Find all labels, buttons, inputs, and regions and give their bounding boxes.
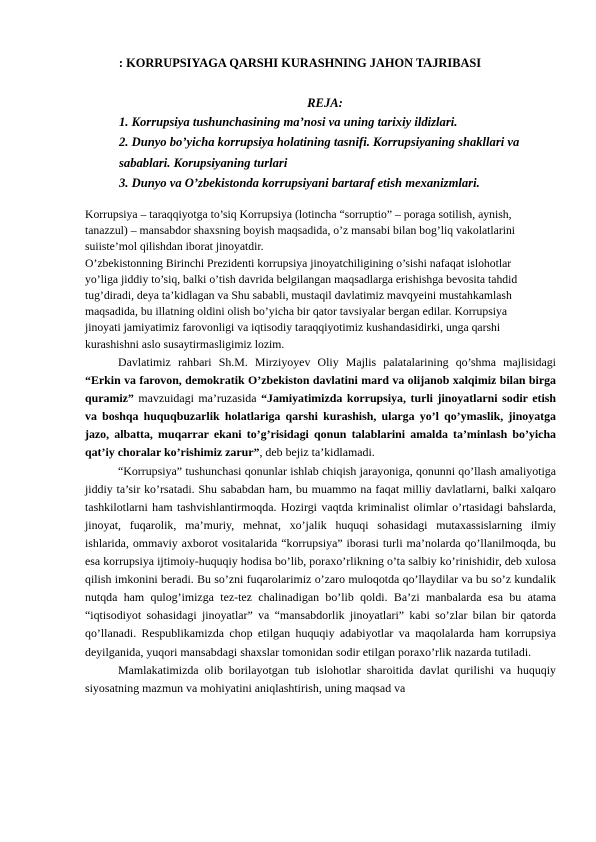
speech-title-quote: “Erkin va farovon, demokratik O’zbekiston davlatini mard va olijanob xalqimiz bilan birga quramiz” <box>85 373 556 406</box>
body-section <box>85 353 556 697</box>
paragraph-text: Davlatimiz rahbari Sh.M. Mirziyoyev Oliy Majlis palatalarining qo’shma majlisidagi <box>118 355 556 369</box>
plan-heading: REJA: <box>307 96 343 110</box>
plan-item: 1. Korrupsiya tushunchasining ma’nosi va uning tarixiy ildizlari. <box>119 115 458 129</box>
intro-paragraph: O’zbekistonning Birinchi Prezidenti korrupsiya jinoyatchiligining o’sishi nafaqat islohotlar yo’liga jiddiy to’siq, balki o’tish davrida belgilangan maqsadlarga erishishga bevosita tahdid tug’diradi, deya ta’kidlagan va Shu sababli, mustaqil davlatimiz mavqyeini mustahkamlash maqsadida, bu illatning oldini olish bo’yicha bir qator tavsiyalar bergan edilar. Korrupsiya jinoyati jamiyatimiz farovonligi va iqtisodiy taraqqiyotimiz kushandasidirki, unga qarshi kurashishni aslo susaytirmasligimiz lozim. <box>85 256 518 351</box>
body-paragraph-korrupsiya: “Korrupsiya” tushunchasi qonunlar ishlab chiqish jarayoniga, qonunni qo’llash amaliyotiga jiddiy ta’sir ko’rsatadi. Shu sababdan ham, bu muammo na faqat milliy davlatlarni, balki xalqaro tashkilotlarni ham tashvishlantirmoqda. Hozirgi vaqtda kriminalist olimlar o’rtasidagi bahslarda, jinoyat, fuqarolik, ma’muriy, mehnat, xo’jalik huquqi sohasidagi mutaxassislarning ilmiy ishlarida, ommaviy axborot vositalarida “korrupsiya” iborasi turli ma’nolarda qo’llanilmoqda, bu esa korrupsiya ijtimoiy-huquqiy hodisa bo’lib, poraxo’rlikning o’ta salbiy ko’rinishidir, deb xulosa qilish imkonini beradi. Bu so’zni fuqarolarimiz o’zaro muloqotda qo’llaydilar va bu so’z kundalik nutqda ham qulog’imizga tez-tez chalinadigan bo’lib qoldi. Ba’zi manbalarda esa bu atama “iqtisodiyot sohasidagi jinoyatlar” va “mansabdorlik jinoyatlari” kabi so’zlar bilan bir qatorda qo’llanadi. Respublikamizda chop etilgan huquqiy adabiyotlar va maqolalarda ham korrupsiya deyilganida, yuqori mansabdagi shaxslar tomonidan sodir etilgan poraxo’rlik nazarda tutiladi. <box>85 463 556 659</box>
intro-paragraph: Korrupsiya – taraqqiyotga to’siq Korrupsiya (lotincha “sorruptio” – poraga sotilish, aynish, tanazzul) – mansabdor shaxsning boyish maqsadida, o’z mansabi bilan bog’liq vakolatlarini suiiste’mol qilishdan iborat jinoyatdir. <box>85 208 516 254</box>
plan-list <box>119 112 559 194</box>
paragraph-text: , deb bejiz ta’kidlamadi. <box>259 445 375 460</box>
plan-item: 2. Dunyo bo’yicha korrupsiya holatining tasnifi. Korrupsiyaning shakllari va sabablari. Korupsiyaning turlari <box>119 135 520 170</box>
document-title: : KORRUPSIYAGA QARSHI KURASHNING JAHON TAJRIBASI <box>118 56 482 70</box>
plan-item: 3. Dunyo va O’zbekistonda korrupsiyani bartaraf etish mexanizmlari. <box>119 176 480 191</box>
paragraph-text: mavzuidagi ma’ruzasida <box>133 391 262 406</box>
body-paragraph-mirziyoyev <box>85 353 556 462</box>
intro-section <box>85 207 525 353</box>
body-paragraph-mamlakat: Mamlakatimizda olib borilayotgan tub islohotlar sharoitida davlat qurilishi va huquqiy siyosatning mazmun va mohiyatini aniqlashtirish, uning maqsad va <box>85 662 556 695</box>
speech-quote: “Jamiyatimizda korrupsiya, turli jinoyatlarni sodir etish va boshqa huquqbuzarlik holatlariga qarshi kurashish, ularga yo’l qo’ymaslik, jinoyatga jazo, albatta, muqarrar ekani to’g’risidagi qonun talablarini amalda ta’minlash bo’yicha qat’iy choralar ko’rishimiz zarur” <box>85 391 556 460</box>
